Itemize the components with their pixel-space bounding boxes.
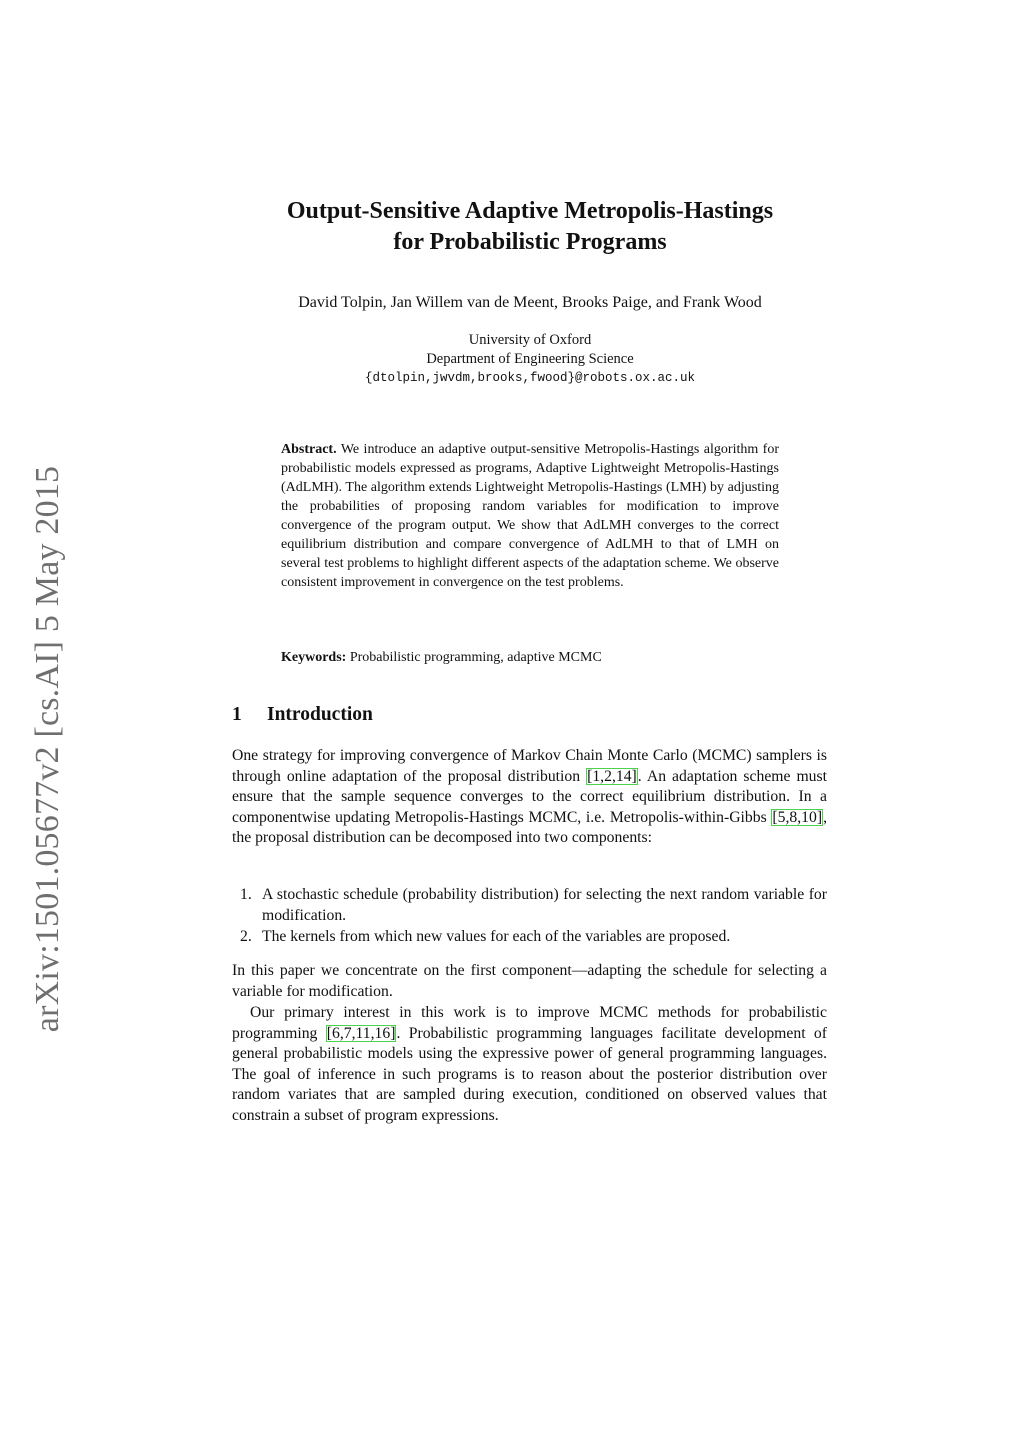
abstract-text: We introduce an adaptive output-sensitive Metropolis-Hastings algorithm for probabilistic models expressed as programs, Adaptive Lightweight Metropolis-Hastings (AdLMH). The algorithm extends Lightweight Metropolis-Hastings (LMH) by adjusting the probabilities of proposing random variables for modification to improve convergence of the program output. We show that AdLMH converges to the correct equilibrium distribution and compare convergence of AdLMH to that of LMH on several test problems to highlight different aspects of the adaptation scheme. We observe consistent improvement in convergence on the test problems. xyxy=(281,442,780,590)
section-number: 1 xyxy=(232,704,242,725)
title-line-2: for Probabilistic Programs xyxy=(393,229,667,255)
affiliation xyxy=(180,331,880,388)
arxiv-identifier-text: arXiv:1501.05677v2 [cs.AI] 5 May 2015 xyxy=(29,465,66,1033)
citation-link[interactable]: [6,7,11,16] xyxy=(326,1024,396,1042)
keywords-label: Keywords: xyxy=(281,650,347,665)
paragraph-text: . An adaptation scheme must ensure that the sample sequence converges to the correct equilibrium distribution. In a componentwise updating Metropolis-Hastings MCMC, i.e. Metropolis-within-Gibbs xyxy=(232,767,827,826)
intro-paragraph-3 xyxy=(232,1003,827,1127)
section-heading-introduction xyxy=(232,703,373,727)
list-item xyxy=(232,927,827,948)
abstract-label: Abstract. xyxy=(281,442,337,457)
list-item xyxy=(232,885,827,926)
authors: David Tolpin, Jan Willem van de Meent, Brooks Paige, and Frank Wood xyxy=(298,294,762,311)
abstract xyxy=(281,440,779,592)
author-emails: {dtolpin,jwvdm,brooks,fwood}@robots.ox.ac.uk xyxy=(364,371,696,385)
numbered-list xyxy=(232,885,827,949)
intro-paragraph-2: In this paper we concentrate on the first component—adapting the schedule for selecting a variable for modification. xyxy=(232,962,827,1000)
department: Department of Engineering Science xyxy=(426,351,634,367)
paragraph-text: , the proposal distribution can be decomposed into two components: xyxy=(232,808,827,847)
intro-paragraph-1 xyxy=(232,746,827,849)
paragraph-text: Our primary interest in this work is to improve MCMC methods for probabilistic programming xyxy=(232,1004,827,1042)
title-line-1: Output-Sensitive Adaptive Metropolis-Hastings xyxy=(286,198,774,224)
citation-link[interactable]: [1,2,14] xyxy=(587,767,637,785)
list-item-text: A stochastic schedule (probability distribution) for selecting the next random variable for modification. xyxy=(262,886,827,924)
keywords xyxy=(281,648,779,667)
university: University of Oxford xyxy=(468,332,592,348)
keywords-text: Probabilistic programming, adaptive MCMC xyxy=(349,650,602,665)
paragraph-text: One strategy for improving convergence of Markov Chain Monte Carlo (MCMC) samplers is through online adaptation of the proposal distribution xyxy=(232,747,827,785)
list-marker: 2. xyxy=(240,928,252,946)
citation-link[interactable]: [5,8,10] xyxy=(772,808,823,826)
list-item-text: The kernels from which new values for each of the variables are proposed. xyxy=(262,928,731,946)
paper-title xyxy=(180,196,880,258)
section-title: Introduction xyxy=(267,704,373,725)
list-marker: 1. xyxy=(240,886,252,903)
paragraph-text: . Probabilistic programming languages facilitate development of general probabilistic models using the expressive power of general programming languages. The goal of inference in such programs is to reason about the posterior distribution over random variates that are sampled during execution, conditioned on observed values that constrain a subset of program expressions. xyxy=(232,1024,827,1124)
